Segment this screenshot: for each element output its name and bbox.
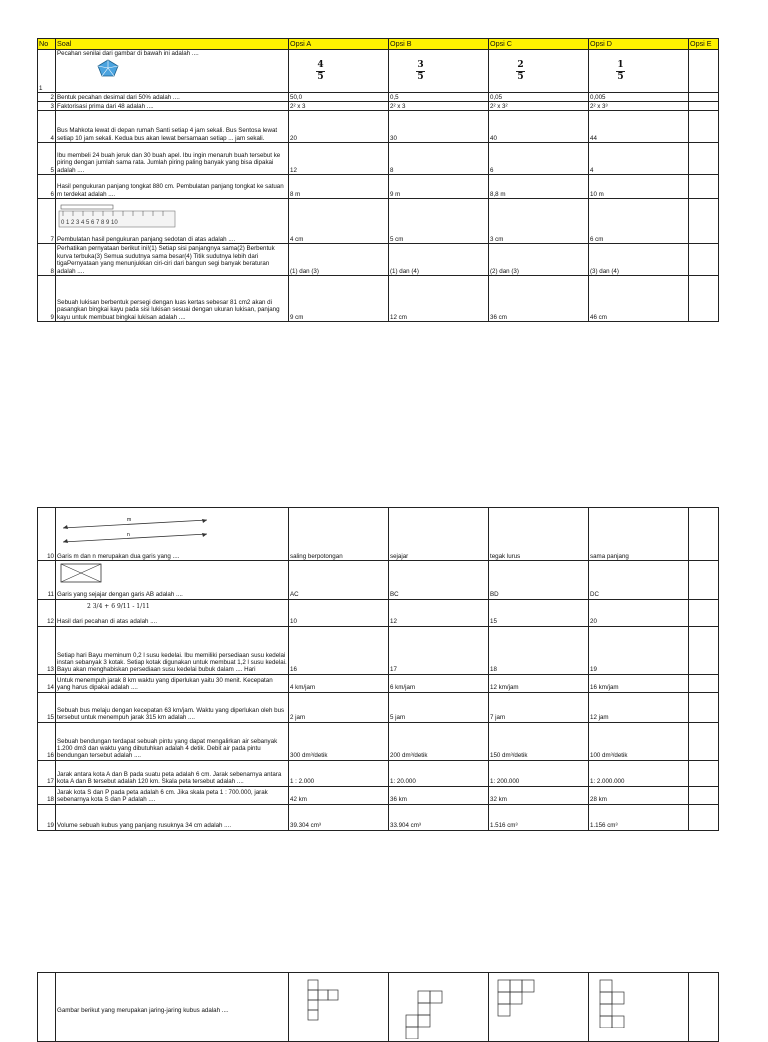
option-c: [489, 50, 589, 93]
option-d: 44: [589, 111, 689, 143]
option-b: 6 km/jam: [389, 674, 489, 692]
option-b: 0,5: [389, 93, 489, 102]
question-text-content: Untuk menempuh jarak 8 km waktu yang diperlukan yaitu 30 menit. Kecepatan yang harus dipakai adalah ....: [57, 677, 273, 692]
question-number: 12: [38, 599, 56, 626]
question-text-content: Volume sebuah kubus yang panjang rusuknya 34 cm adalah ....: [57, 822, 232, 830]
question-text: [56, 199, 289, 244]
option-c: 36 cm: [489, 276, 589, 322]
option-c: 2² x 3²: [489, 102, 589, 111]
question-text-content: Bentuk pecahan desimal dari 50% adalah ....: [57, 93, 180, 101]
question-number: 3: [38, 102, 56, 111]
question-number: 18: [38, 786, 56, 804]
option-b: (1) dan (4): [389, 244, 489, 276]
question-number: 8: [38, 244, 56, 276]
cube-net-b-figure: [398, 989, 458, 1039]
option-c: 40: [489, 111, 589, 143]
option-c: 0,05: [489, 93, 589, 102]
question-text-content: Faktorisasi prima dari 48 adalah ....: [57, 102, 154, 110]
option-c: 12 km/jam: [489, 674, 589, 692]
option-e: [689, 50, 719, 93]
question-number: 9: [38, 276, 56, 322]
option-e: [689, 93, 719, 102]
option-c: [489, 973, 589, 1042]
option-b: 12 cm: [389, 276, 489, 322]
question-row-6: [38, 175, 719, 199]
option-e: [689, 175, 719, 199]
question-row-9: [38, 276, 719, 322]
question-row-3: [38, 102, 719, 111]
option-a: 50,0: [289, 93, 389, 102]
pentagon-figure: [97, 59, 119, 77]
question-text-content: Jarak kota S dan P pada peta adalah 6 cm. Jika skala peta 1 : 700.000, jarak sebenarnya kota S dan P adalah ....: [57, 789, 268, 804]
option-a: [289, 50, 389, 93]
option-c: 1: 200.000: [489, 760, 589, 786]
option-e: [689, 973, 719, 1042]
question-text-content: Sebuah bendungan terdapat sebuah pintu yang dapat mengalirkan air sebanyak 1.200 dm3 dan waktu yang dibutuhkan adalah 4 detik. Debit air pada pintu bendungan tersebut adalah ....: [57, 737, 278, 760]
option-a: 4 cm: [289, 199, 389, 244]
question-row-2: [38, 93, 719, 102]
option-b: 200 dm³/detik: [389, 722, 489, 760]
question-text: [56, 111, 289, 143]
question-number: [38, 973, 56, 1042]
question-row-20: [38, 973, 719, 1042]
option-c: 1.516 cm³: [489, 804, 589, 830]
header-opsi-a: Opsi A: [289, 39, 389, 50]
question-table-3: [37, 972, 719, 1042]
question-text-content: Sebuah lukisan berbentuk persegi dengan luas kertas sebesar 81 cm2 akan di pasangkan bingkai kayu pada sisi lukisan sesuai dengan ukuran lukisan, panjang kayu untuk membuat bingkai lukisan adalah ....: [57, 298, 280, 321]
line-m-label: m: [127, 517, 132, 524]
option-a: 9 cm: [289, 276, 389, 322]
question-number: 6: [38, 175, 56, 199]
option-a: 42 km: [289, 786, 389, 804]
option-b: [389, 973, 489, 1042]
option-e: [689, 508, 719, 561]
question-text: [56, 561, 289, 600]
question-text: [56, 804, 289, 830]
option-c: 7 jam: [489, 692, 589, 722]
option-e: [689, 760, 719, 786]
question-table-1: [37, 38, 719, 322]
question-text-content: Ibu membeli 24 buah jeruk dan 30 buah apel. Ibu ingin menaruh buah tersebut ke piring dengan jumlah sama rata. Jumlah piring paling banyak yang bisa dipakai adalah ....: [57, 151, 281, 174]
option-d: (3) dan (4): [589, 244, 689, 276]
question-row-12: [38, 599, 719, 626]
option-a: 12: [289, 143, 389, 175]
question-1-text: Pecahan senilai dari gambar di bawah ini adalah ....: [57, 50, 199, 57]
question-number: 10: [38, 508, 56, 561]
option-e: [689, 599, 719, 626]
option-a: 39.304 cm³: [289, 804, 389, 830]
option-b: 5 cm: [389, 199, 489, 244]
fraction-c: $\frac{2}{5}$: [517, 59, 524, 82]
question-row-10: [38, 508, 719, 561]
parallel-lines-figure: [57, 516, 287, 548]
cube-net-c-figure: [496, 978, 546, 1028]
option-c: 32 km: [489, 786, 589, 804]
question-text: [56, 508, 289, 561]
option-d: DC: [589, 561, 689, 600]
option-a: saling berpotongan: [289, 508, 389, 561]
option-b: BC: [389, 561, 489, 600]
fraction-b: $\frac{3}{5}$: [417, 59, 424, 82]
option-c: 18: [489, 626, 589, 674]
option-e: [689, 276, 719, 322]
option-a: 8 m: [289, 175, 389, 199]
question-row-7: [38, 199, 719, 244]
option-d: 100 dm³/detik: [589, 722, 689, 760]
question-text-content: Setiap hari Bayu meminum 0,2 l susu kedelai. Ibu memiliki persediaan susu kedelai instan sebanyak 3 kotak. Setiap kotak digunakan untuk membuat 1,2 l susu kedelai. Bayu akan menghabiskan persediaan susu kedelai bubuk dalam .... Hari: [57, 651, 287, 674]
option-b: 8: [389, 143, 489, 175]
question-row-14: [38, 674, 719, 692]
question-text-content: Bus Mahkota lewat di depan rumah Santi setiap 4 jam sekali. Bus Sentosa lewat setiap 10 jam sekali. Kedua bus akan lewat bersamaan setiap ... jam sekali.: [57, 127, 278, 142]
question-text-content: Jarak antara kota A dan B pada suatu peta adalah 6 cm. Jarak sebenarnya antara kota A dan B tersebut adalah 120 km. Skala peta tersebut adalah ....: [57, 771, 282, 786]
question-row-15: [38, 692, 719, 722]
question-number: 17: [38, 760, 56, 786]
fraction-d: $\frac{1}{5}$: [617, 59, 624, 82]
question-number: 19: [38, 804, 56, 830]
option-e: [689, 626, 719, 674]
option-e: [689, 143, 719, 175]
question-text: [56, 93, 289, 102]
option-c: 15: [489, 599, 589, 626]
option-a: 300 dm³/detik: [289, 722, 389, 760]
question-text: [56, 143, 289, 175]
option-a: 2² x 3: [289, 102, 389, 111]
option-e: [689, 244, 719, 276]
question-text-content: Hasil dari pecahan di atas adalah ....: [57, 618, 158, 626]
question-text-content: Perhatikan pernyataan berikut ini!(1) Setiap sisi panjangnya sama(2) Berbentuk kurva terbuka(3) Semua sudutnya sama besar(4) Titik sudutnya lebih dari tigaPernyataan yang menunjukkan ciri-ciri dari bangun segi banyak beraturan adalah ....: [57, 245, 275, 275]
option-a: [289, 973, 389, 1042]
option-d: 10 m: [589, 175, 689, 199]
question-text: [56, 276, 289, 322]
option-a: 20: [289, 111, 389, 143]
question-row-4: [38, 111, 719, 143]
option-c: 6: [489, 143, 589, 175]
question-text: [56, 175, 289, 199]
question-row-17: [38, 760, 719, 786]
option-a: 4 km/jam: [289, 674, 389, 692]
option-d: [589, 50, 689, 93]
option-e: [689, 722, 719, 760]
question-text: [56, 722, 289, 760]
question-table-2: [37, 507, 719, 831]
option-a: 16: [289, 626, 389, 674]
header-opsi-c: Opsi C: [489, 39, 589, 50]
question-text-content: Sebuah bus melaju dengan kecepatan 63 km/jam. Waktu yang diperlukan oleh bus tersebut untuk menempuh jarak 315 km adalah ....: [57, 707, 285, 722]
option-e: [689, 786, 719, 804]
question-text-content: Garis m dan n merupakan dua garis yang ....: [57, 552, 180, 560]
option-e: [689, 804, 719, 830]
question-row-19: [38, 804, 719, 830]
option-b: 1: 20.000: [389, 760, 489, 786]
option-a: 2 jam: [289, 692, 389, 722]
option-b: 33.904 cm³: [389, 804, 489, 830]
question-text-content: Hasil pengukuran panjang tongkat 880 cm. Pembulatan panjang tongkat ke satuan m terdekat adalah ....: [57, 183, 284, 198]
question-text-content: Pembulatan hasil pengukuran panjang sedotan di atas adalah ....: [57, 235, 236, 243]
option-c: 3 cm: [489, 199, 589, 244]
header-opsi-b: Opsi B: [389, 39, 489, 50]
option-d: 1.156 cm³: [589, 804, 689, 830]
question-number: 15: [38, 692, 56, 722]
fraction-expression: 2 3/4 + 6 9/11 - 1/11: [87, 603, 150, 611]
question-text: [56, 674, 289, 692]
question-number: 5: [38, 143, 56, 175]
cube-net-a-figure: [300, 979, 340, 1029]
header-soal: Soal: [56, 39, 289, 50]
option-e: [689, 561, 719, 600]
question-row-1: [38, 50, 719, 93]
option-c: 150 dm³/detik: [489, 722, 589, 760]
question-row-5: [38, 143, 719, 175]
header-row: [38, 39, 719, 50]
option-c: BD: [489, 561, 589, 600]
option-a: 1 : 2.000: [289, 760, 389, 786]
question-row-8: [38, 244, 719, 276]
option-b: 30: [389, 111, 489, 143]
option-d: 19: [589, 626, 689, 674]
option-c: tegak lurus: [489, 508, 589, 561]
question-number: 1: [38, 50, 56, 93]
option-a: 10: [289, 599, 389, 626]
option-b: 17: [389, 626, 489, 674]
question-number: 2: [38, 93, 56, 102]
question-text: [56, 786, 289, 804]
header-opsi-e: Opsi E: [689, 39, 719, 50]
option-d: 6 cm: [589, 199, 689, 244]
option-b: 2² x 3: [389, 102, 489, 111]
header-opsi-d: Opsi D: [589, 39, 689, 50]
question-text-content: Garis yang sejajar dengan garis AB adalah ....: [57, 591, 183, 599]
question-row-13: [38, 626, 719, 674]
question-number: 16: [38, 722, 56, 760]
option-d: 2² x 3³: [589, 102, 689, 111]
option-e: [689, 102, 719, 111]
option-d: [589, 973, 689, 1042]
option-d: 28 km: [589, 786, 689, 804]
question-text: [56, 760, 289, 786]
option-b: 5 jam: [389, 692, 489, 722]
question-text: [56, 626, 289, 674]
question-number: 13: [38, 626, 56, 674]
header-no: No: [38, 39, 56, 50]
question-text: [56, 599, 289, 626]
rectangle-diagonals-figure: [57, 561, 287, 587]
question-text: Gambar berikut yang merupakan jaring-jaring kubus adalah ....: [56, 973, 289, 1042]
option-b: [389, 50, 489, 93]
option-b: 36 km: [389, 786, 489, 804]
question-text: [56, 244, 289, 276]
option-d: 4: [589, 143, 689, 175]
option-b: sejajar: [389, 508, 489, 561]
option-b: 9 m: [389, 175, 489, 199]
option-d: 1: 2.000.000: [589, 760, 689, 786]
question-text: [56, 692, 289, 722]
option-d: 46 cm: [589, 276, 689, 322]
question-row-16: [38, 722, 719, 760]
option-d: 16 km/jam: [589, 674, 689, 692]
ruler-scale-label: 0 1 2 3 4 5 6 7 8 9 10: [61, 220, 118, 227]
option-a: (1) dan (3): [289, 244, 389, 276]
cube-net-d-figure: [596, 978, 636, 1028]
option-e: [689, 111, 719, 143]
question-number: 4: [38, 111, 56, 143]
ruler-figure: [57, 203, 287, 231]
line-n-label: n: [127, 532, 130, 539]
option-c: 8,8 m: [489, 175, 589, 199]
option-d: sama panjang: [589, 508, 689, 561]
option-a: AC: [289, 561, 389, 600]
option-d: 0,005: [589, 93, 689, 102]
option-d: 20: [589, 599, 689, 626]
option-e: [689, 692, 719, 722]
option-d: 12 jam: [589, 692, 689, 722]
option-b: 12: [389, 599, 489, 626]
question-text: [56, 50, 289, 93]
question-number: 7: [38, 199, 56, 244]
option-c: (2) dan (3): [489, 244, 589, 276]
question-number: 14: [38, 674, 56, 692]
question-row-11: [38, 561, 719, 600]
question-text: [56, 102, 289, 111]
option-e: [689, 674, 719, 692]
option-e: [689, 199, 719, 244]
question-number: 11: [38, 561, 56, 600]
fraction-a: $\frac{4}{5}$: [317, 59, 324, 82]
question-row-18: [38, 786, 719, 804]
